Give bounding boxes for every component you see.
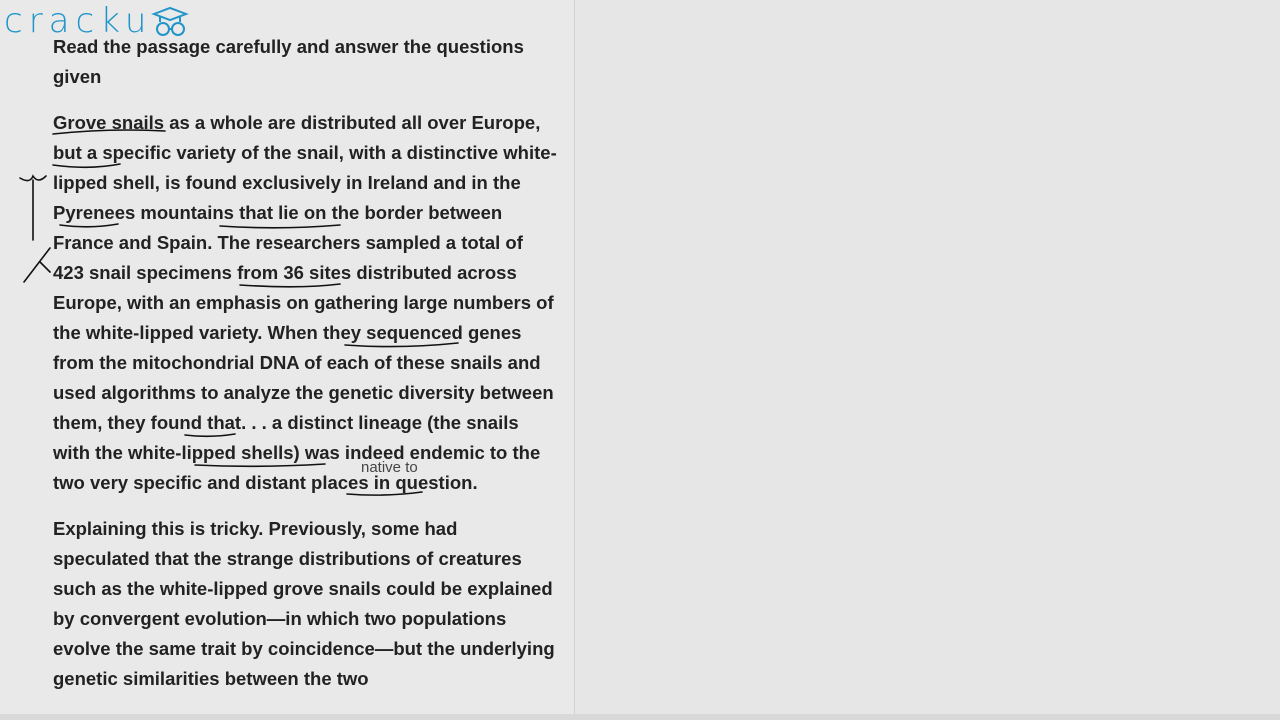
annotation-note: native to [361, 459, 418, 476]
passage-paragraph-2: Explaining this is tricky. Previously, some had speculated that the strange distributions of creatures such as the white-lipped grove snails could be explained by convergent evolution—in which two populations evolve the same trait by coincidence—but the underlying genetic similarities between the two [53, 518, 555, 689]
passage-paragraph-1: Grove snails as a whole are distributed all over Europe, but a specific variety of the snail, with a distinctive white-lipped shell, is found exclusively in Ireland and in the Pyrenees mountains that lie on the border between France and Spain. The researchers sampled a total of 423 snail specimens from 36 sites distributed across Europe, with an emphasis on gathering large numbers of the white-lipped variety. When they sequenced genes from the mitochondrial DNA of each of these snails and used algorithms to analyze the genetic diversity between them, they found that. . . a distinct lineage (the snails with the white-lipped shells) was indeed endemic to the two very specific and distant places in question. [53, 112, 557, 493]
passage-instruction: Read the passage carefully and answer the questions given [53, 36, 524, 87]
blank-whiteboard-area[interactable] [576, 0, 1280, 714]
margin-bracket [20, 176, 46, 240]
reading-passage [53, 32, 558, 710]
logo-text: cracku [4, 1, 153, 41]
bottom-edge-bar [0, 714, 1280, 720]
margin-arrow [24, 248, 50, 282]
passage-pane[interactable] [0, 0, 575, 714]
